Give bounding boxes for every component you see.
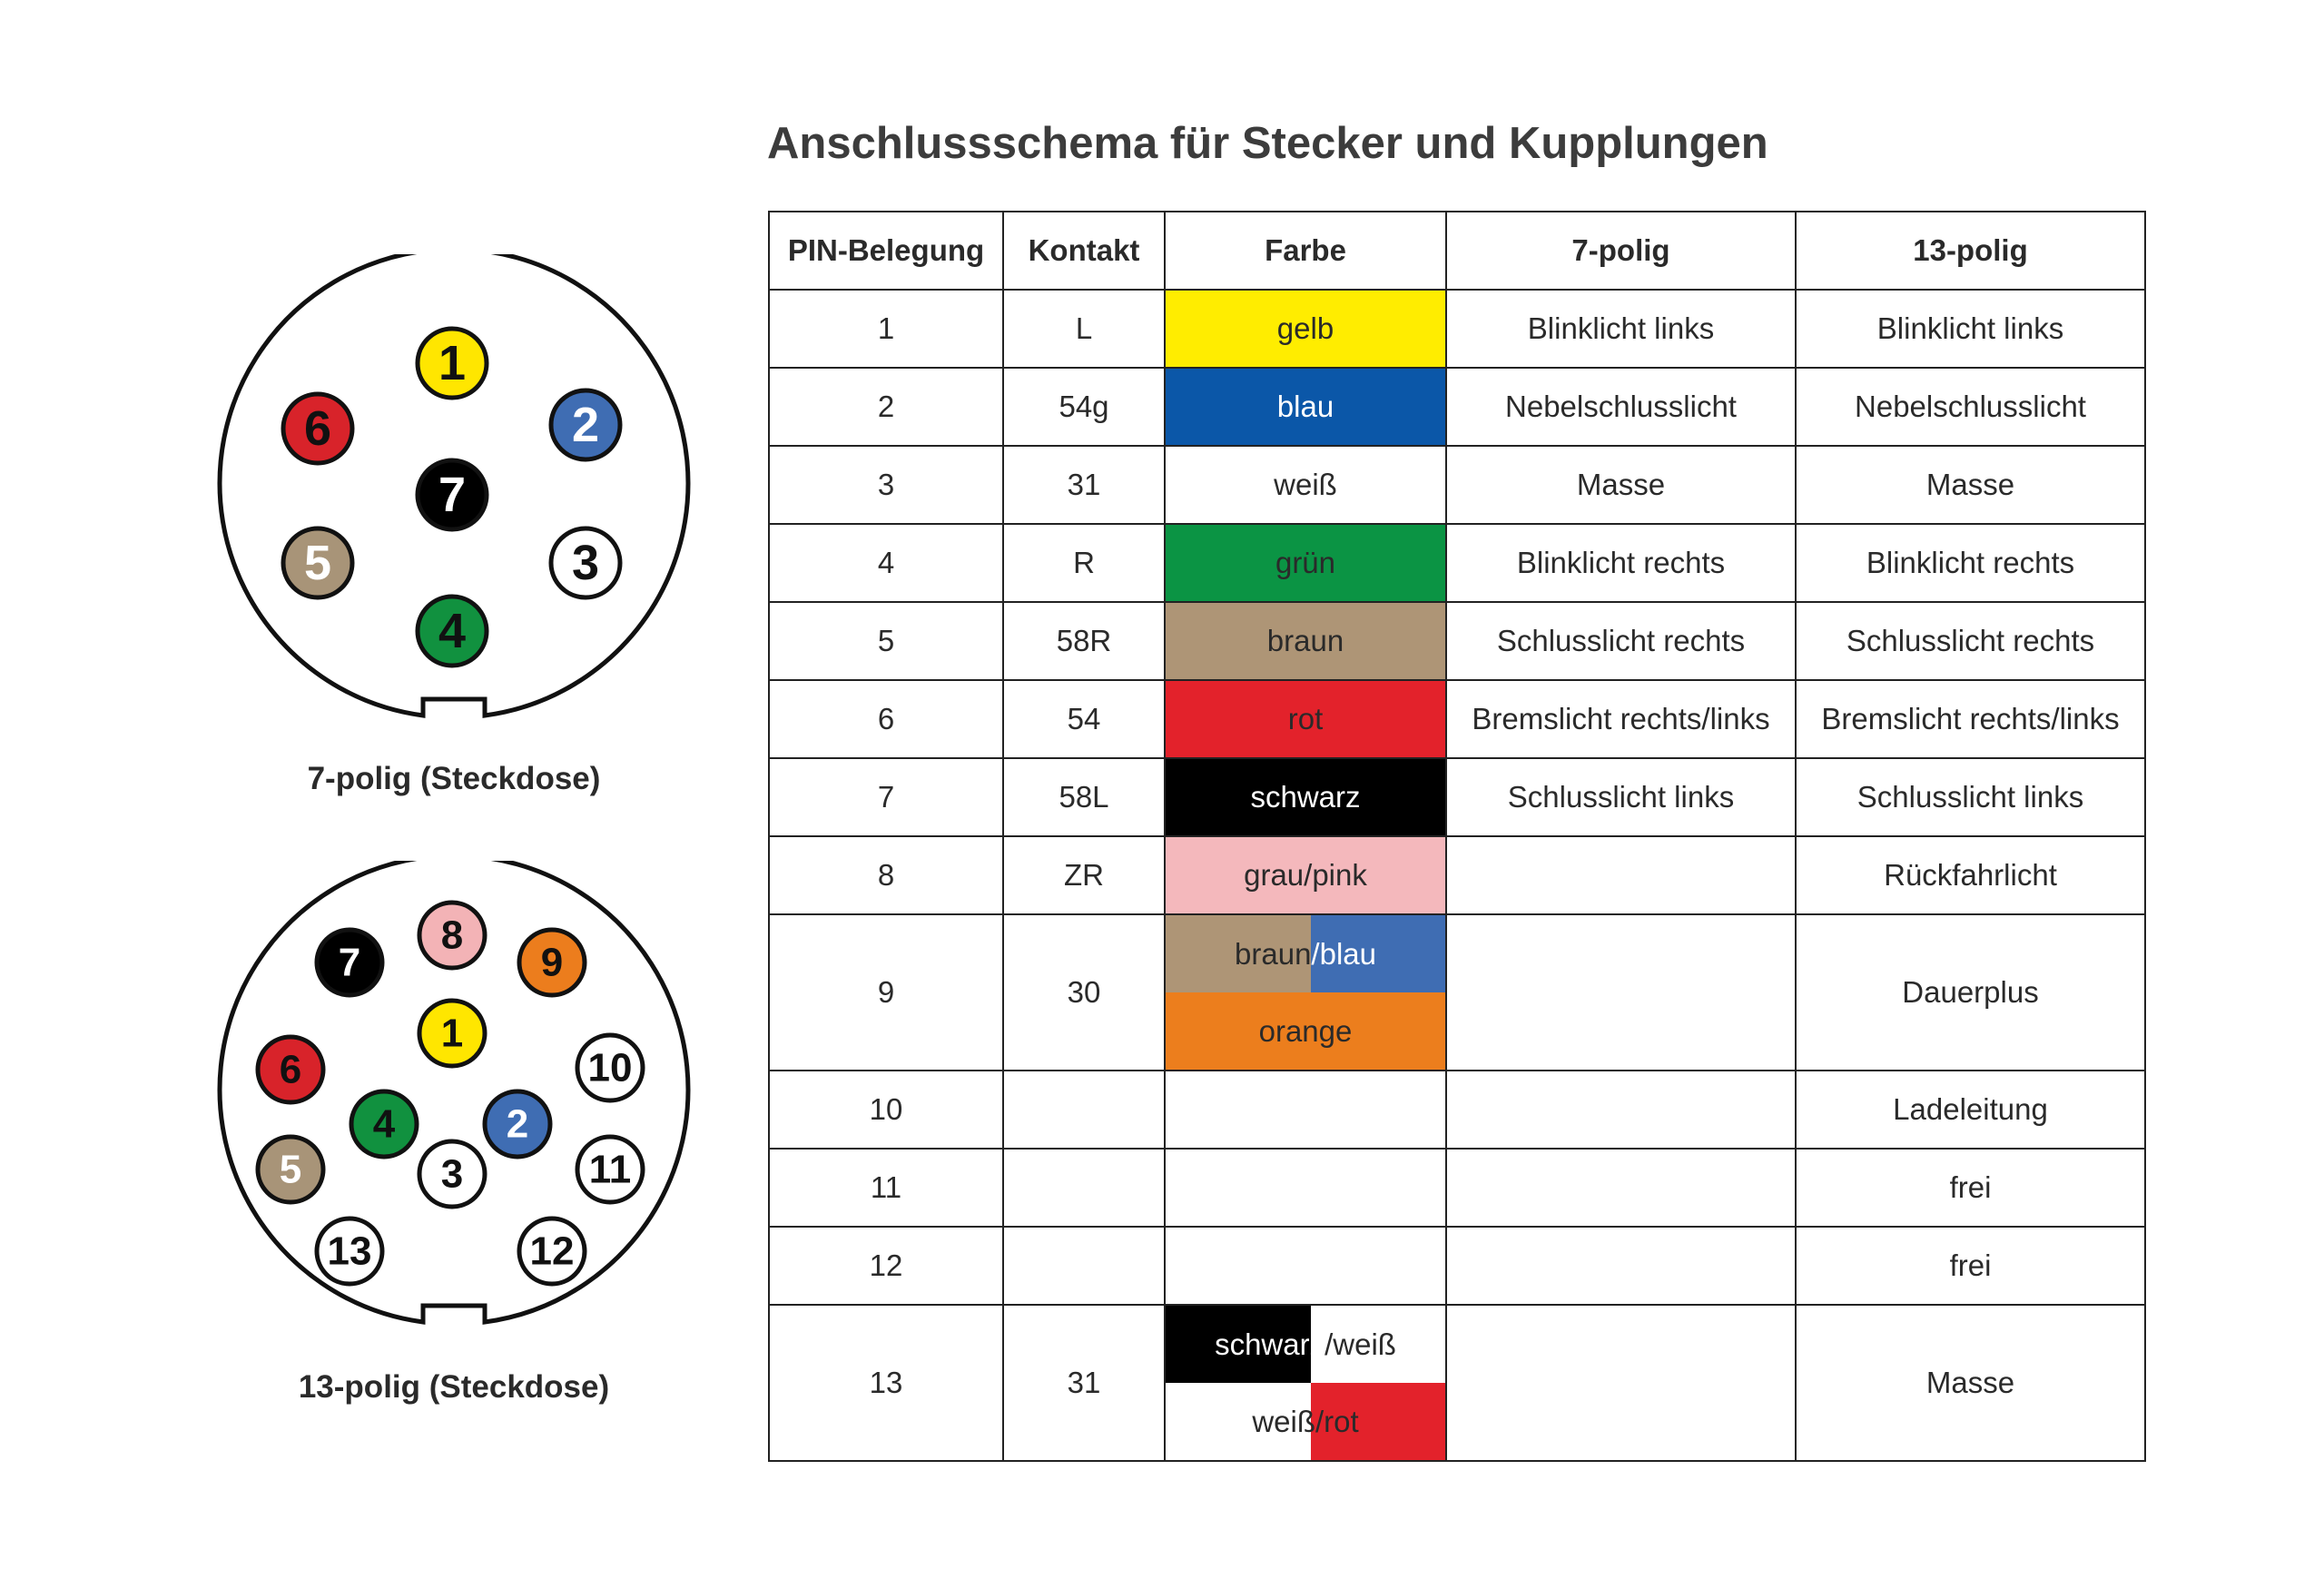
page-title: Anschlussschema für Stecker und Kupplungen bbox=[767, 119, 1768, 168]
pin-number-cell: 9 bbox=[769, 914, 1003, 1071]
color-label-top: braun /blau bbox=[1235, 936, 1376, 971]
color-swatch: weiß bbox=[1166, 447, 1445, 523]
pin-4 bbox=[351, 1091, 417, 1157]
pin-12 bbox=[519, 1219, 585, 1284]
function-13-pin-cell: Masse bbox=[1796, 446, 2145, 524]
pin-label-9: 9 bbox=[540, 940, 564, 985]
pin-number-cell: 2 bbox=[769, 368, 1003, 446]
color-swatch: grün bbox=[1166, 525, 1445, 601]
pin-label-6: 6 bbox=[279, 1047, 302, 1092]
color-swatch: schwarz bbox=[1166, 759, 1445, 835]
table-row bbox=[769, 602, 2145, 680]
pin-label-2: 2 bbox=[506, 1101, 529, 1147]
contact-cell: 54g bbox=[1003, 368, 1165, 446]
table-row bbox=[769, 446, 2145, 524]
color-swatch-split bbox=[1166, 1383, 1445, 1460]
pin-9 bbox=[519, 930, 585, 995]
pin-number-cell: 5 bbox=[769, 602, 1003, 680]
color-label-top-rest: /weiß bbox=[1324, 1327, 1396, 1361]
pin-number-cell: 8 bbox=[769, 836, 1003, 914]
contact-cell: 54 bbox=[1003, 680, 1165, 758]
color-label-top: schwarz bbox=[1215, 1327, 1325, 1361]
pin-1 bbox=[419, 1001, 485, 1066]
pin-4 bbox=[418, 597, 487, 666]
color-cell bbox=[1165, 680, 1446, 758]
pin-2 bbox=[551, 390, 620, 459]
pin-label-5: 5 bbox=[279, 1147, 302, 1192]
pin-label-11: 11 bbox=[588, 1147, 632, 1192]
pin-2 bbox=[485, 1091, 550, 1157]
function-7-pin-cell: Schlusslicht rechts bbox=[1446, 602, 1796, 680]
color-cell bbox=[1165, 1071, 1446, 1149]
pin-label-13: 13 bbox=[327, 1229, 372, 1274]
color-swatch bbox=[1166, 1071, 1445, 1148]
color-cell bbox=[1165, 602, 1446, 680]
thirteen-pin-diagram bbox=[209, 861, 699, 1351]
color-cell bbox=[1165, 524, 1446, 602]
seven-pin-diagram bbox=[209, 254, 699, 745]
contact-cell bbox=[1003, 1071, 1165, 1149]
seven-pin-socket bbox=[209, 254, 699, 745]
function-7-pin-cell: Masse bbox=[1446, 446, 1796, 524]
pin-assignment-table bbox=[768, 211, 2146, 1462]
table-row bbox=[769, 524, 2145, 602]
pin-number-cell: 12 bbox=[769, 1227, 1003, 1305]
color-swatch-split bbox=[1166, 1306, 1445, 1383]
function-7-pin-cell: Schlusslicht links bbox=[1446, 758, 1796, 836]
color-cell bbox=[1165, 1305, 1446, 1461]
pin-label-7: 7 bbox=[338, 940, 361, 985]
contact-cell bbox=[1003, 1149, 1165, 1227]
color-swatch bbox=[1166, 1150, 1445, 1226]
contact-cell: 30 bbox=[1003, 914, 1165, 1071]
color-swatch: blau bbox=[1166, 369, 1445, 445]
function-13-pin-cell: Masse bbox=[1796, 1305, 2145, 1461]
seven-pin-caption: 7-polig (Steckdose) bbox=[307, 761, 601, 796]
function-13-pin-cell: Blinklicht rechts bbox=[1796, 524, 2145, 602]
table-row bbox=[769, 1227, 2145, 1305]
thirteen-pin-socket bbox=[209, 861, 699, 1351]
contact-cell: L bbox=[1003, 290, 1165, 368]
function-13-pin-cell: frei bbox=[1796, 1227, 2145, 1305]
pin-label-8: 8 bbox=[440, 913, 464, 958]
function-13-pin-cell: Bremslicht rechts/links bbox=[1796, 680, 2145, 758]
color-swatch-split bbox=[1166, 915, 1445, 992]
table-row bbox=[769, 1305, 2145, 1461]
pin-label-5: 5 bbox=[303, 536, 332, 590]
function-7-pin-cell: Nebelschlusslicht bbox=[1446, 368, 1796, 446]
pin-7 bbox=[317, 930, 382, 995]
table-row bbox=[769, 836, 2145, 914]
contact-cell: 58L bbox=[1003, 758, 1165, 836]
function-7-pin-cell bbox=[1446, 836, 1796, 914]
pin-number-cell: 4 bbox=[769, 524, 1003, 602]
pin-6 bbox=[283, 394, 352, 463]
header-kontakt: Kontakt bbox=[1003, 212, 1165, 290]
color-swatch bbox=[1166, 1228, 1445, 1304]
header-farbe: Farbe bbox=[1165, 212, 1446, 290]
function-7-pin-cell bbox=[1446, 1149, 1796, 1227]
color-cell bbox=[1165, 758, 1446, 836]
pin-number-cell: 13 bbox=[769, 1305, 1003, 1461]
pin-11 bbox=[577, 1137, 643, 1202]
thirteen-pin-caption: 13-polig (Steckdose) bbox=[298, 1369, 610, 1405]
pin-number-cell: 3 bbox=[769, 446, 1003, 524]
pin-label-10: 10 bbox=[587, 1045, 633, 1090]
pin-label-7: 7 bbox=[438, 468, 467, 522]
table-row bbox=[769, 914, 2145, 1071]
pin-label-1: 1 bbox=[440, 1011, 464, 1056]
pin-7 bbox=[418, 460, 487, 529]
function-7-pin-cell bbox=[1446, 1227, 1796, 1305]
pin-8 bbox=[419, 903, 485, 968]
pin-number-cell: 10 bbox=[769, 1071, 1003, 1149]
pin-label-3: 3 bbox=[571, 536, 600, 590]
color-cell bbox=[1165, 836, 1446, 914]
color-cell bbox=[1165, 290, 1446, 368]
function-7-pin-cell bbox=[1446, 1071, 1796, 1149]
function-7-pin-cell: Blinklicht rechts bbox=[1446, 524, 1796, 602]
pin-label-4: 4 bbox=[438, 604, 467, 658]
table-row bbox=[769, 1149, 2145, 1227]
function-13-pin-cell: Schlusslicht rechts bbox=[1796, 602, 2145, 680]
table-row bbox=[769, 680, 2145, 758]
function-13-pin-cell: frei bbox=[1796, 1149, 2145, 1227]
color-cell bbox=[1165, 1149, 1446, 1227]
function-13-pin-cell: Nebelschlusslicht bbox=[1796, 368, 2145, 446]
table-row bbox=[769, 1071, 2145, 1149]
header-7-polig: 7-polig bbox=[1446, 212, 1796, 290]
color-label-bottom: weiß /rot bbox=[1252, 1404, 1359, 1438]
color-swatch: gelb bbox=[1166, 291, 1445, 367]
pin-label-12: 12 bbox=[529, 1229, 575, 1274]
function-13-pin-cell: Ladeleitung bbox=[1796, 1071, 2145, 1149]
pin-13 bbox=[317, 1219, 382, 1284]
color-swatch: braun bbox=[1166, 603, 1445, 679]
pin-5 bbox=[258, 1137, 323, 1202]
contact-cell bbox=[1003, 1227, 1165, 1305]
pin-10 bbox=[577, 1035, 643, 1100]
table-row bbox=[769, 368, 2145, 446]
table-row bbox=[769, 290, 2145, 368]
pin-number-cell: 1 bbox=[769, 290, 1003, 368]
contact-cell: 58R bbox=[1003, 602, 1165, 680]
function-13-pin-cell: Blinklicht links bbox=[1796, 290, 2145, 368]
color-swatch: grau/pink bbox=[1166, 837, 1445, 913]
color-label-top bbox=[1166, 1306, 1445, 1383]
table-row bbox=[769, 758, 2145, 836]
color-swatch: rot bbox=[1166, 681, 1445, 757]
color-swatch-bottom: orange bbox=[1166, 992, 1445, 1070]
contact-cell: ZR bbox=[1003, 836, 1165, 914]
function-13-pin-cell: Schlusslicht links bbox=[1796, 758, 2145, 836]
pin-1 bbox=[418, 329, 487, 398]
color-cell bbox=[1165, 914, 1446, 1071]
contact-cell: 31 bbox=[1003, 446, 1165, 524]
pin-number-cell: 7 bbox=[769, 758, 1003, 836]
pin-3 bbox=[419, 1141, 485, 1207]
function-13-pin-cell: Dauerplus bbox=[1796, 914, 2145, 1071]
color-cell bbox=[1165, 446, 1446, 524]
pin-label-4: 4 bbox=[372, 1101, 396, 1147]
pin-label-2: 2 bbox=[571, 398, 600, 452]
pin-label-3: 3 bbox=[440, 1151, 464, 1197]
pin-label-1: 1 bbox=[438, 336, 467, 390]
header-pin: PIN-Belegung bbox=[769, 212, 1003, 290]
header-13-polig: 13-polig bbox=[1796, 212, 2145, 290]
function-7-pin-cell: Bremslicht rechts/links bbox=[1446, 680, 1796, 758]
function-7-pin-cell bbox=[1446, 1305, 1796, 1461]
table-header-row bbox=[769, 212, 2145, 290]
pin-5 bbox=[283, 528, 352, 597]
pin-6 bbox=[258, 1037, 323, 1102]
pin-3 bbox=[551, 528, 620, 597]
pin-number-cell: 11 bbox=[769, 1149, 1003, 1227]
function-7-pin-cell: Blinklicht links bbox=[1446, 290, 1796, 368]
contact-cell: 31 bbox=[1003, 1305, 1165, 1461]
function-13-pin-cell: Rückfahrlicht bbox=[1796, 836, 2145, 914]
pin-number-cell: 6 bbox=[769, 680, 1003, 758]
color-cell bbox=[1165, 368, 1446, 446]
pin-label-6: 6 bbox=[303, 401, 332, 456]
contact-cell: R bbox=[1003, 524, 1165, 602]
function-7-pin-cell bbox=[1446, 914, 1796, 1071]
color-cell bbox=[1165, 1227, 1446, 1305]
